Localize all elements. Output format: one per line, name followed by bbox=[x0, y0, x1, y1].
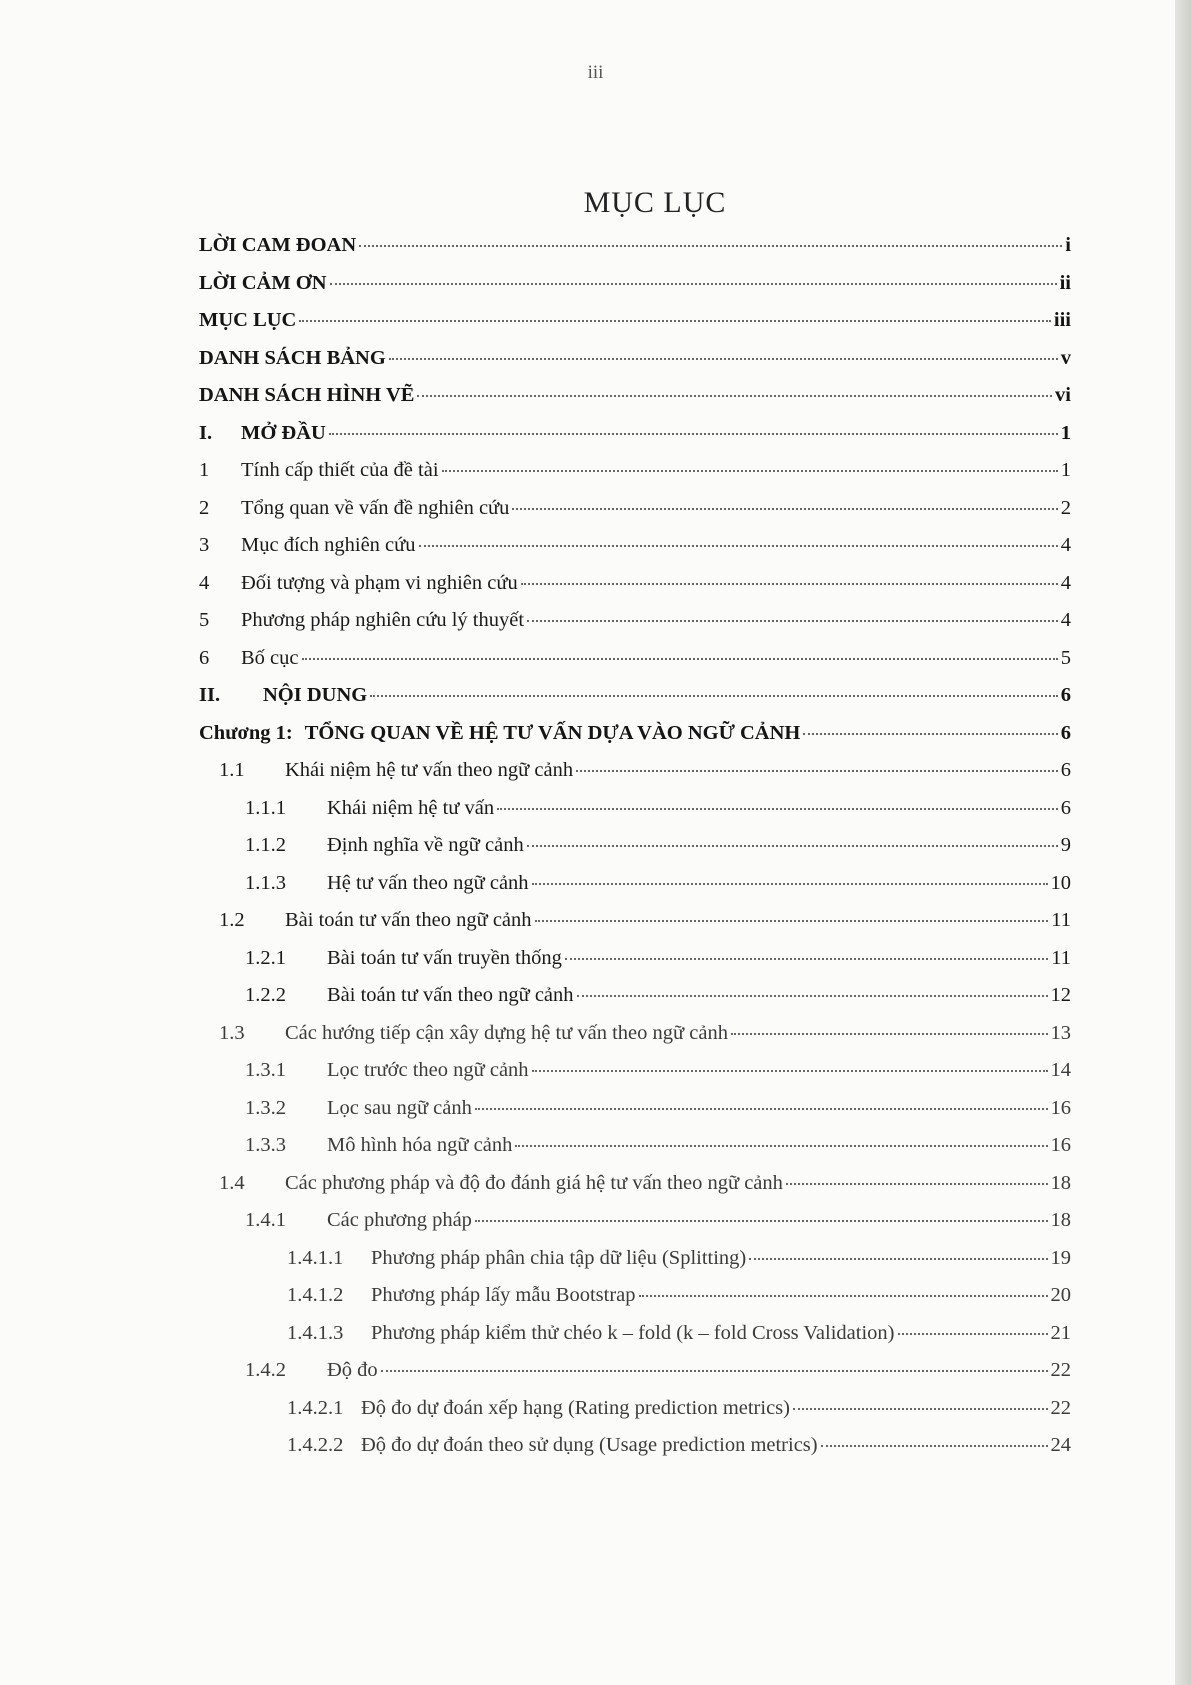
dot-leader bbox=[417, 395, 1052, 397]
toc-entry-page: 14 bbox=[1050, 1059, 1071, 1081]
toc-entry[interactable] bbox=[199, 722, 1071, 760]
toc-entry-page: 18 bbox=[1050, 1209, 1071, 1231]
toc-entry[interactable] bbox=[199, 459, 1071, 497]
toc-entry-page: 1 bbox=[1060, 459, 1071, 481]
toc-entry-page: ii bbox=[1059, 271, 1071, 294]
toc-entry-page: vi bbox=[1055, 384, 1071, 406]
toc-entry-page: 4 bbox=[1060, 534, 1071, 556]
toc-entry-number: 4 bbox=[199, 571, 210, 594]
toc-entry-number: 1.2.1 bbox=[245, 946, 286, 969]
dot-leader bbox=[749, 1258, 1047, 1260]
toc-entry[interactable] bbox=[199, 909, 1071, 947]
toc-entry-number: 6 bbox=[199, 646, 210, 669]
toc-entry-page: 5 bbox=[1060, 646, 1071, 669]
toc-entry-number: Chương 1: bbox=[199, 721, 293, 744]
toc-entry-page: 22 bbox=[1050, 1359, 1071, 1381]
toc-entry-number: 1 bbox=[199, 459, 210, 481]
toc-entry-number: 1.1.3 bbox=[245, 871, 286, 894]
toc-entry-page: 11 bbox=[1051, 909, 1071, 931]
toc-entry[interactable] bbox=[199, 1434, 1071, 1472]
dot-leader bbox=[442, 470, 1058, 472]
toc-entry[interactable] bbox=[199, 1284, 1071, 1322]
dot-leader bbox=[786, 1183, 1048, 1185]
dot-leader bbox=[639, 1295, 1048, 1297]
toc-entry-title: Bố cục bbox=[241, 646, 299, 669]
dot-leader bbox=[381, 1370, 1048, 1372]
toc-entry-page: 2 bbox=[1060, 496, 1071, 519]
toc-entry-title: Phương pháp nghiên cứu lý thuyết bbox=[241, 609, 525, 631]
toc-entry-number: 1.1 bbox=[219, 759, 245, 781]
toc-entry-title: Khái niệm hệ tư vấn bbox=[327, 796, 495, 819]
toc-entry-number: 1.4 bbox=[219, 1171, 245, 1194]
toc-entry-title: Mô hình hóa ngữ cảnh bbox=[327, 1134, 513, 1156]
dot-leader bbox=[793, 1408, 1048, 1410]
toc-entry-number: 1.4.1.2 bbox=[287, 1284, 344, 1306]
toc-entry-page: 16 bbox=[1050, 1096, 1071, 1119]
toc-entry-page: 16 bbox=[1050, 1134, 1071, 1156]
toc-entry[interactable] bbox=[199, 1209, 1071, 1247]
toc-entry-title: Tổng quan về vấn đề nghiên cứu bbox=[241, 496, 510, 519]
toc-entry-page: 6 bbox=[1060, 721, 1071, 744]
toc-entry-page: 11 bbox=[1051, 946, 1071, 969]
toc-entry-title: Các phương pháp bbox=[327, 1209, 472, 1231]
toc-entry[interactable] bbox=[199, 797, 1071, 835]
toc-entry-page: i bbox=[1065, 234, 1071, 256]
toc-entry[interactable] bbox=[199, 1322, 1071, 1360]
toc-entry[interactable] bbox=[199, 534, 1071, 572]
toc-entry[interactable] bbox=[199, 1022, 1071, 1060]
toc-entry-title: Độ đo dự đoán theo sử dụng (Usage prediction metrics) bbox=[361, 1434, 818, 1456]
toc-entry-number: 1.2.2 bbox=[245, 984, 286, 1006]
toc-entry-number: 1.4.2.2 bbox=[287, 1434, 344, 1456]
toc-entry-title: Các phương pháp và độ đo đánh giá hệ tư vấn theo ngữ cảnh bbox=[285, 1171, 783, 1194]
toc-entry-page: v bbox=[1060, 346, 1071, 369]
toc-entry-title: Phương pháp kiểm thử chéo k – fold (k – fold Cross Validation) bbox=[371, 1321, 895, 1344]
toc-entry-number: 1.3.1 bbox=[245, 1059, 286, 1081]
dot-leader bbox=[359, 245, 1062, 247]
toc-entry-number: 2 bbox=[199, 496, 210, 519]
toc-entry-title: TỔNG QUAN VỀ HỆ TƯ VẤN DỰA VÀO NGỮ CẢNH bbox=[304, 721, 801, 744]
toc-entry-page: 20 bbox=[1050, 1284, 1071, 1306]
toc-entry-number: II. bbox=[199, 684, 221, 706]
dot-leader bbox=[330, 283, 1057, 285]
toc-entry-title: Đối tượng và phạm vi nghiên cứu bbox=[241, 571, 518, 594]
toc-entry[interactable] bbox=[199, 1172, 1071, 1210]
toc-entry-number: 3 bbox=[199, 534, 210, 556]
toc-entry-page: 6 bbox=[1060, 759, 1071, 781]
dot-leader bbox=[389, 358, 1058, 360]
toc-entry[interactable] bbox=[199, 1134, 1071, 1172]
toc-entry-number: 1.1.1 bbox=[245, 796, 286, 819]
toc-entry[interactable] bbox=[199, 1397, 1071, 1435]
toc-entry[interactable] bbox=[199, 872, 1071, 910]
toc-entry-page: 21 bbox=[1050, 1321, 1071, 1344]
dot-leader bbox=[475, 1108, 1048, 1110]
toc-entry-page: 24 bbox=[1050, 1434, 1071, 1456]
dot-leader bbox=[329, 433, 1058, 435]
dot-leader bbox=[515, 1145, 1047, 1147]
toc-entry-page: 12 bbox=[1050, 984, 1071, 1006]
dot-leader bbox=[527, 620, 1058, 622]
toc-entry-number: 1.1.2 bbox=[245, 834, 286, 856]
dot-leader bbox=[576, 770, 1058, 772]
dot-leader bbox=[803, 733, 1057, 735]
toc-entry[interactable] bbox=[199, 234, 1071, 272]
toc-entry-number: 1.2 bbox=[219, 909, 245, 931]
toc-entry-title: MỤC LỤC bbox=[199, 309, 297, 331]
toc-entry[interactable] bbox=[199, 834, 1071, 872]
toc-entry-title: Độ đo bbox=[327, 1359, 378, 1381]
toc-entry-page: 10 bbox=[1050, 871, 1071, 894]
toc-entry[interactable] bbox=[199, 384, 1071, 422]
toc-entry-title: Tính cấp thiết của đề tài bbox=[241, 459, 439, 481]
toc-entry-title: Bài toán tư vấn theo ngữ cảnh bbox=[285, 909, 532, 931]
toc-entry-title: Lọc sau ngữ cảnh bbox=[327, 1096, 472, 1119]
dot-leader bbox=[731, 1033, 1048, 1035]
toc-entry-title: Bài toán tư vấn truyền thống bbox=[327, 946, 562, 969]
toc-entry-page: 6 bbox=[1060, 684, 1071, 706]
toc-entry-page: 18 bbox=[1050, 1171, 1071, 1194]
toc-entry-title: Các hướng tiếp cận xây dựng hệ tư vấn theo ngữ cảnh bbox=[285, 1021, 728, 1044]
toc-entry-title: Độ đo dự đoán xếp hạng (Rating prediction metrics) bbox=[361, 1396, 790, 1419]
toc-entry-title: DANH SÁCH HÌNH VẼ bbox=[199, 384, 415, 406]
page-number: iii bbox=[587, 62, 604, 83]
toc-entry-number: I. bbox=[199, 421, 213, 444]
dot-leader bbox=[370, 695, 1058, 697]
toc-entry-number: 1.3.2 bbox=[245, 1096, 286, 1119]
toc-entry-number: 1.3.3 bbox=[245, 1134, 286, 1156]
toc-entry[interactable] bbox=[199, 947, 1071, 985]
toc-entry-title: NỘI DUNG bbox=[263, 684, 368, 706]
toc-entry-title: LỜI CAM ĐOAN bbox=[199, 234, 357, 256]
toc-entry-title: DANH SÁCH BẢNG bbox=[199, 346, 386, 369]
dot-leader bbox=[419, 545, 1058, 547]
toc-entry-number: 1.4.2 bbox=[245, 1359, 286, 1381]
toc-entry[interactable] bbox=[199, 1059, 1071, 1097]
dot-leader bbox=[821, 1445, 1048, 1447]
toc-entry-title: Lọc trước theo ngữ cảnh bbox=[327, 1059, 529, 1081]
toc-entry-title: Mục đích nghiên cứu bbox=[241, 534, 416, 556]
page-title: MỤC LỤC bbox=[583, 186, 727, 219]
toc-entry-title: Định nghĩa về ngữ cảnh bbox=[327, 834, 524, 856]
toc-entry[interactable] bbox=[199, 309, 1071, 347]
toc-entry[interactable] bbox=[199, 422, 1071, 460]
toc-entry-title: Phương pháp lấy mẫu Bootstrap bbox=[371, 1284, 636, 1306]
toc-entry[interactable] bbox=[199, 1359, 1071, 1397]
dot-leader bbox=[512, 508, 1057, 510]
dot-leader bbox=[299, 320, 1051, 322]
toc-entry-number: 1.4.1.1 bbox=[287, 1246, 344, 1269]
dot-leader bbox=[532, 883, 1048, 885]
toc-entry-page: 6 bbox=[1060, 796, 1071, 819]
toc-entry-number: 1.4.1 bbox=[245, 1209, 286, 1231]
table-of-contents bbox=[199, 234, 1071, 1472]
page-edge bbox=[1175, 0, 1191, 1685]
toc-entry-page: 1 bbox=[1060, 421, 1071, 444]
toc-entry[interactable] bbox=[199, 984, 1071, 1022]
toc-entry-page: 19 bbox=[1050, 1246, 1071, 1269]
toc-entry[interactable] bbox=[199, 272, 1071, 310]
dot-leader bbox=[302, 658, 1058, 660]
toc-entry-page: iii bbox=[1053, 309, 1071, 331]
dot-leader bbox=[535, 920, 1049, 922]
toc-entry[interactable] bbox=[199, 647, 1071, 685]
toc-entry-title: Khái niệm hệ tư vấn theo ngữ cảnh bbox=[285, 759, 574, 781]
dot-leader bbox=[565, 958, 1048, 960]
dot-leader bbox=[898, 1333, 1048, 1335]
toc-entry[interactable] bbox=[199, 347, 1071, 385]
dot-leader bbox=[475, 1220, 1048, 1222]
dot-leader bbox=[497, 808, 1058, 810]
toc-entry-title: Phương pháp phân chia tập dữ liệu (Splitting) bbox=[371, 1246, 747, 1269]
toc-entry-title: Hệ tư vấn theo ngữ cảnh bbox=[327, 871, 529, 894]
toc-entry-number: 1.4.2.1 bbox=[287, 1396, 344, 1419]
toc-entry-page: 9 bbox=[1060, 834, 1071, 856]
toc-entry-number: 1.3 bbox=[219, 1021, 245, 1044]
toc-entry-page: 22 bbox=[1050, 1396, 1071, 1419]
toc-entry-page: 4 bbox=[1060, 609, 1071, 631]
toc-entry[interactable] bbox=[199, 684, 1071, 722]
toc-entry-title: LỜI CẢM ƠN bbox=[199, 271, 327, 294]
toc-entry[interactable] bbox=[199, 759, 1071, 797]
toc-entry[interactable] bbox=[199, 1247, 1071, 1285]
toc-entry-page: 4 bbox=[1060, 571, 1071, 594]
toc-entry[interactable] bbox=[199, 609, 1071, 647]
toc-entry[interactable] bbox=[199, 1097, 1071, 1135]
toc-entry[interactable] bbox=[199, 497, 1071, 535]
dot-leader bbox=[521, 583, 1058, 585]
toc-entry-title: MỞ ĐẦU bbox=[241, 421, 326, 444]
toc-entry[interactable] bbox=[199, 572, 1071, 610]
toc-entry-number: 1.4.1.3 bbox=[287, 1321, 344, 1344]
dot-leader bbox=[577, 995, 1048, 997]
toc-entry-page: 13 bbox=[1050, 1021, 1071, 1044]
dot-leader bbox=[532, 1070, 1048, 1072]
toc-entry-title: Bài toán tư vấn theo ngữ cảnh bbox=[327, 984, 574, 1006]
dot-leader bbox=[527, 845, 1058, 847]
toc-entry-number: 5 bbox=[199, 609, 210, 631]
